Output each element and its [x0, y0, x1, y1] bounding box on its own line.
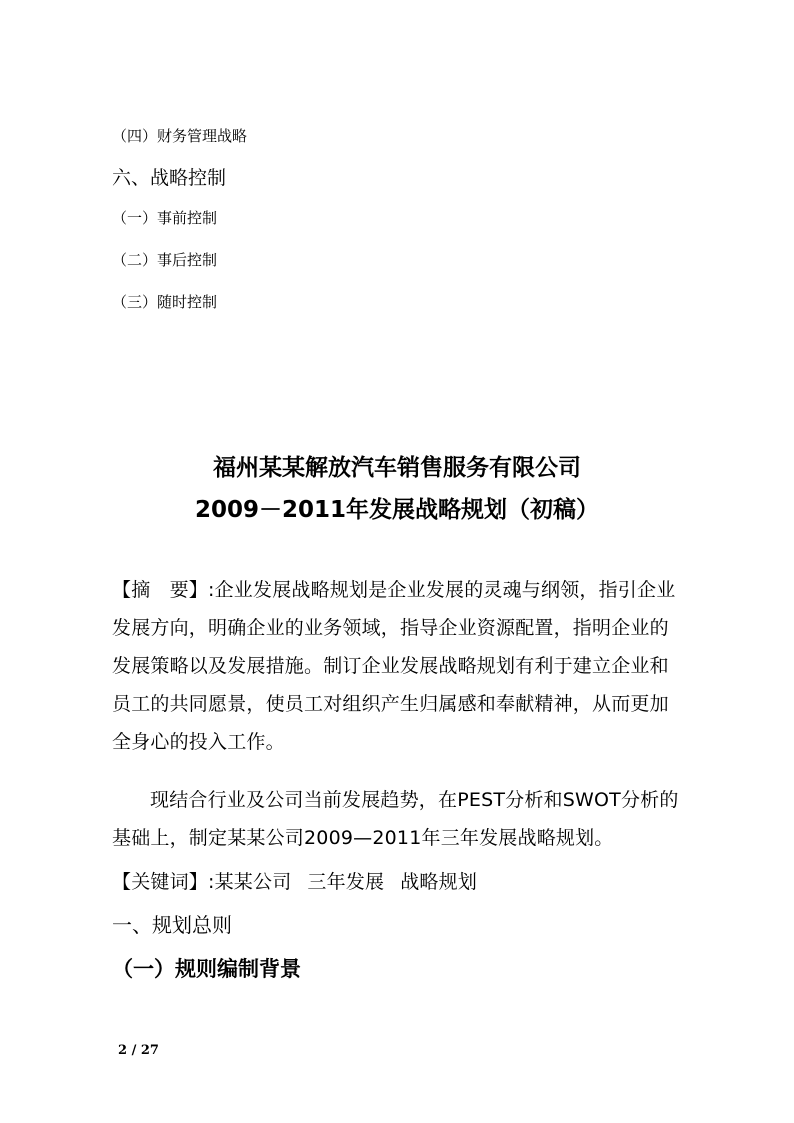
- subsection-heading-background: （一）规则编制背景: [112, 957, 301, 981]
- abstract-paragraph-2: 现结合行业及公司当前发展趋势，在PEST分析和SWOT分析的基础上，制定某某公司2009—2011年三年发展战略规划。: [112, 789, 679, 849]
- keywords-line: [112, 863, 686, 901]
- abstract-text: 企业发展战略规划是企业发展的灵魂与纲领，指引企业发展方向，明确企业的业务领域，指导企业资源配置，指明企业的发展策略以及发展措施。制订企业发展战略规划有利于建立企业和员工的共同愿景，使员工对组织产生归属感和奉献精神，从而更加全身心的投入工作。: [112, 579, 676, 753]
- keyword-item: 战略规划: [400, 871, 478, 893]
- toc-item-realtime-control: （三）随时控制: [112, 293, 218, 311]
- keyword-item: 三年发展: [307, 871, 385, 893]
- company-title: 福州某某解放汽车销售服务有限公司: [213, 455, 581, 481]
- toc-section-strategy-control: 六、战略控制: [112, 167, 227, 189]
- section-heading-general: 一、规划总则: [112, 913, 232, 937]
- keyword-item: 某某公司: [214, 871, 292, 893]
- toc-item-finance-strategy: （四）财务管理战略: [112, 127, 248, 145]
- keywords-label: 【关键词】:: [112, 871, 215, 893]
- plan-title: 2009－2011年发展战略规划（初稿）: [194, 497, 600, 523]
- abstract-label: 【摘 要】:: [112, 579, 215, 601]
- page-number: 2 / 27: [118, 1043, 159, 1058]
- toc-item-pre-control: （一）事前控制: [112, 209, 218, 227]
- abstract-paragraph: [112, 571, 686, 761]
- toc-item-post-control: （二）事后控制: [112, 251, 218, 269]
